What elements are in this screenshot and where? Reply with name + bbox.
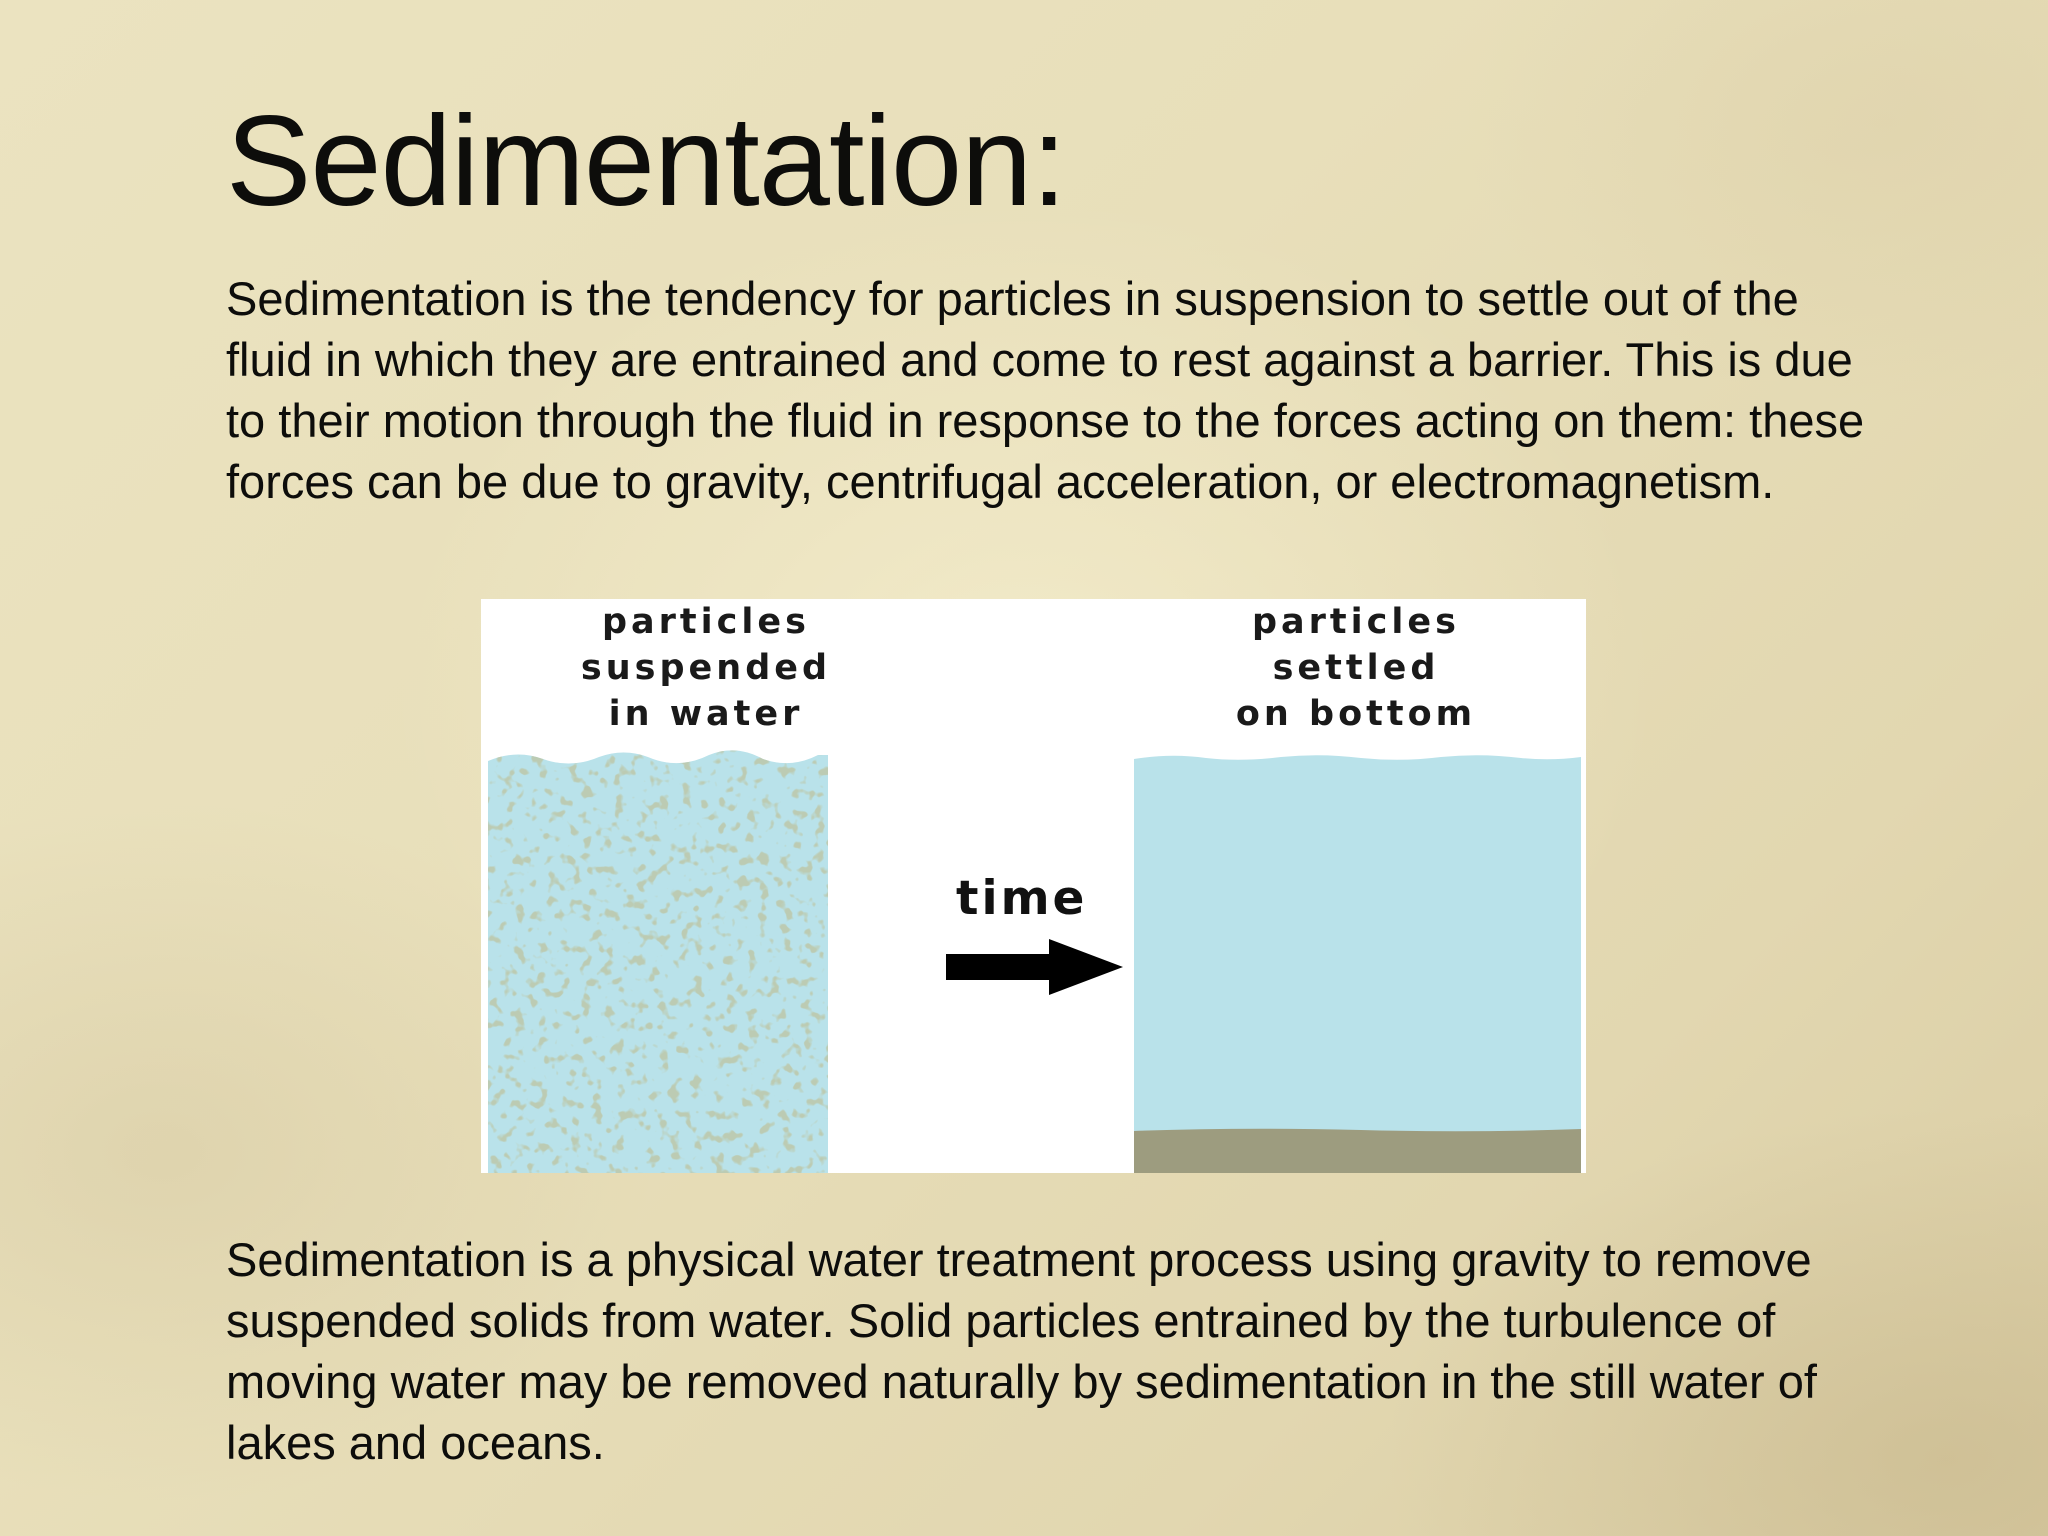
slide-title: Sedimentation: bbox=[226, 90, 1066, 233]
suspended-tank bbox=[488, 750, 828, 1173]
time-arrow-icon bbox=[946, 939, 1123, 995]
settled-water bbox=[1134, 755, 1581, 1173]
definition-paragraph: Sedimentation is the tendency for particles in suspension to settle out of the fluid in which they are entrained and come to rest against a barrier. This is due to their motion through the fluid in response to the forces acting on them: these forces can be due to gravity, centrifugal acceleration, or electromagnetism. bbox=[226, 272, 1865, 508]
suspended-particles bbox=[488, 750, 828, 1173]
sediment-layer bbox=[1134, 1129, 1581, 1173]
settled-label: particles settled on bottom bbox=[1235, 602, 1477, 734]
suspended-label: particles suspended in water bbox=[580, 602, 832, 734]
settled-tank bbox=[1134, 755, 1581, 1173]
water-treatment-paragraph: Sedimentation is a physical water treatment process using gravity to remove suspended solids from water. Solid particles entrained by the turbulence of moving water may be removed naturally by sedimentation in the still water of lakes and oceans. bbox=[226, 1233, 1817, 1469]
time-label: time bbox=[956, 871, 1088, 926]
sedimentation-diagram bbox=[481, 599, 1586, 1173]
